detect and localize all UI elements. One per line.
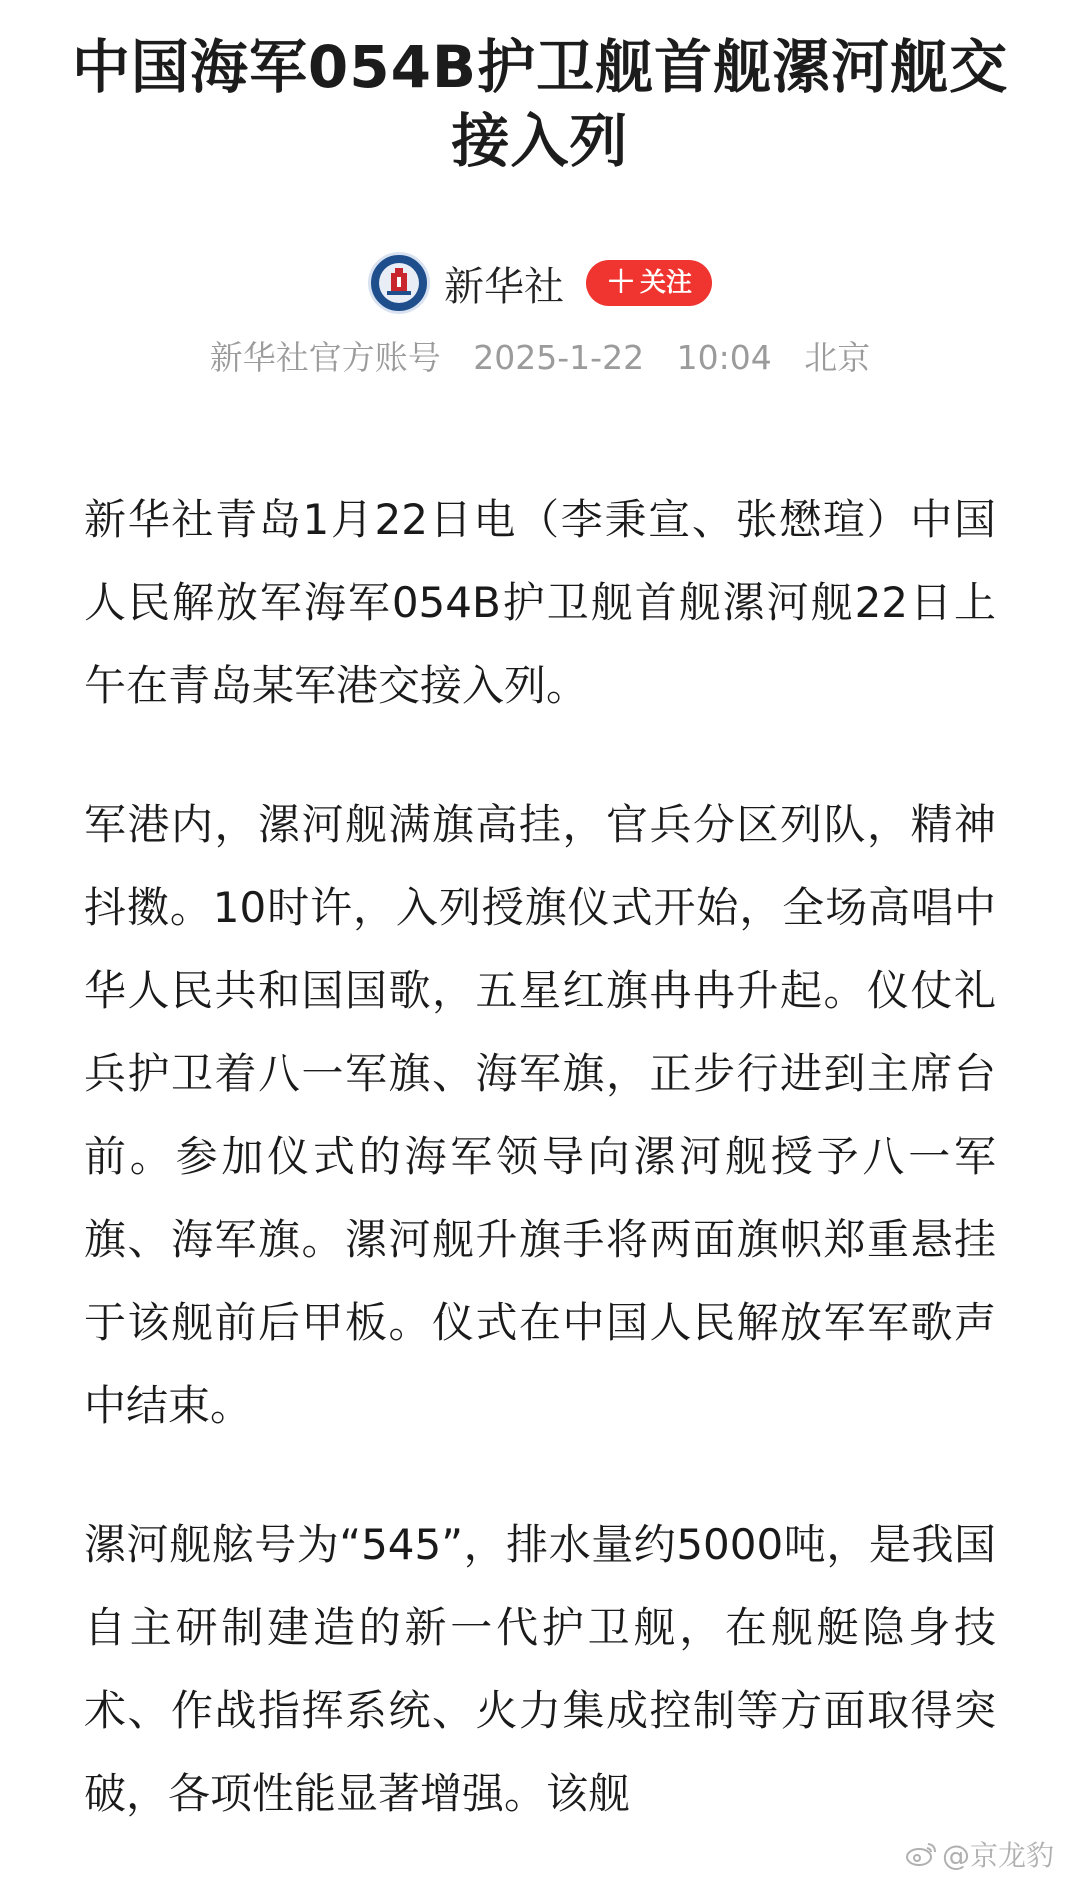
- weibo-icon: [904, 1840, 938, 1868]
- source-account: 新华社官方账号: [209, 338, 441, 377]
- follow-button-label: 关注: [639, 268, 692, 298]
- publish-location: 北京: [804, 338, 871, 377]
- article-meta: [0, 332, 1080, 379]
- publish-time: 10:04: [676, 338, 772, 377]
- article-paragraph-2: 军港内，漯河舰满旗高挂，官兵分区列队，精神抖擞。10时许，入列授旗仪式开始，全场高唱中华人民共和国国歌，五星红旗冉冉升起。仪仗礼兵护卫着八一军旗、海军旗，正步行进到主席台前。参加仪式的海军领导向漯河舰授予八一军旗、海军旗。漯河舰升旗手将两面旗帜郑重悬挂于该舰前后甲板。仪式在中国人民解放军军歌声中结束。: [84, 800, 996, 1430]
- article-title: 中国海军054B护卫舰首舰漯河舰交接入列: [71, 33, 1009, 175]
- watermark-text: @京龙豹: [941, 1839, 1054, 1872]
- plus-icon: ＋: [605, 265, 636, 300]
- follow-button[interactable]: [586, 260, 712, 306]
- article-paragraph-1: 新华社青岛1月22日电（李秉宣、张懋瑄）中国人民解放军海军054B护卫舰首舰漯河舰22日上午在青岛某军港交接入列。: [84, 495, 996, 710]
- xinhua-logo-icon[interactable]: [368, 252, 430, 314]
- publish-date: 2025-1-22: [473, 338, 645, 377]
- watermark: [904, 1834, 1054, 1874]
- article-body: [84, 478, 996, 1891]
- author-row: [0, 252, 1080, 314]
- article-paragraph-3: 漯河舰舷号为“545”，排水量约5000吨，是我国自主研制建造的新一代护卫舰，在舰艇隐身技术、作战指挥系统、火力集成控制等方面取得突破，各项性能显著增强。该舰: [84, 1520, 996, 1818]
- author-name[interactable]: 新华社: [443, 263, 564, 310]
